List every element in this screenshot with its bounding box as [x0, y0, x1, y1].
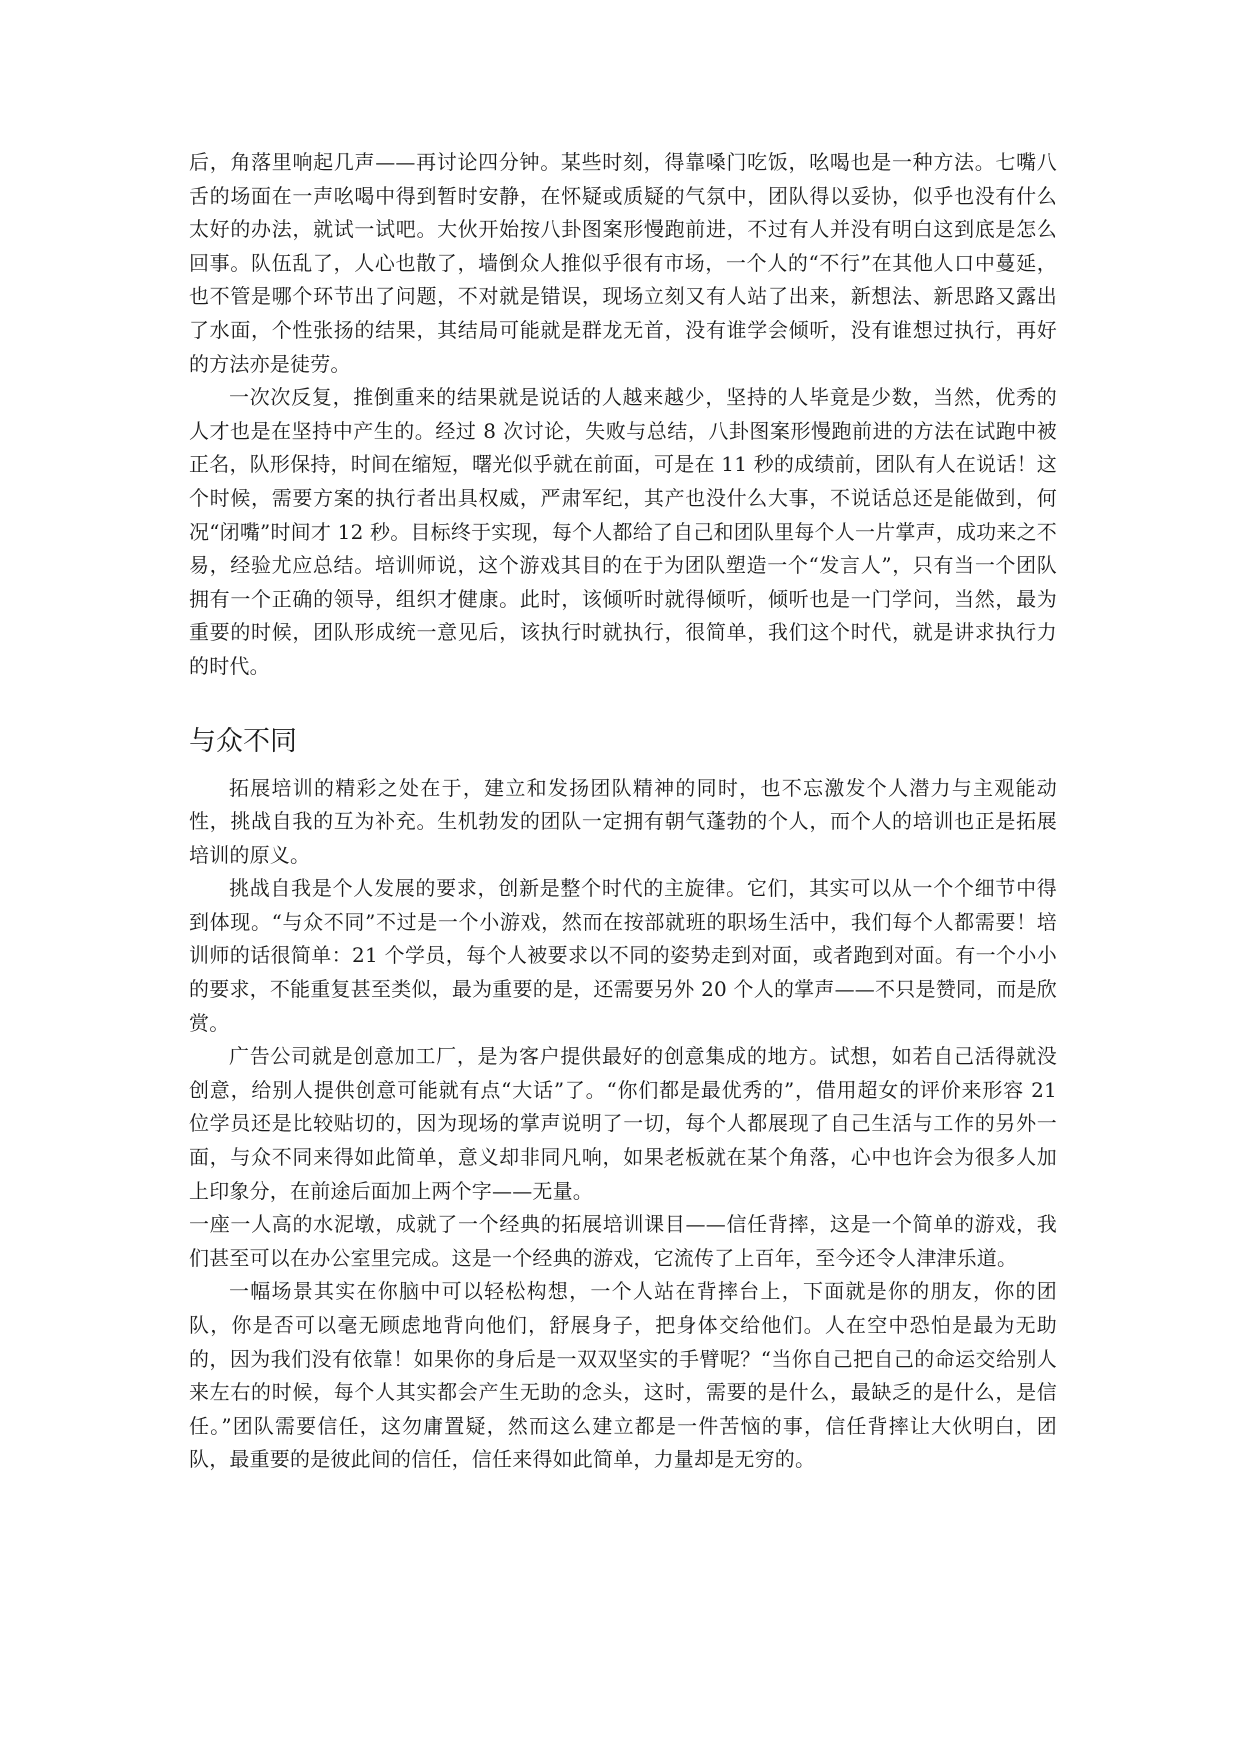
paragraph-repetition: 一次次反复，推倒重来的结果就是说话的人越来越少，坚持的人毕竟是少数，当然，优秀的人才也是在坚持中产生的。经过 8 次讨论，失败与总结，八卦图案形慢跑前进的方法在试跑中被正名，队形保持，时间在缩短，曙光似乎就在前面，可是在 11 秒的成绩前，团队有人在说话！这个时候，需要方案的执行者出具权威，严肃军纪，其产也没什么大事，不说话总还是能做到，何况“闭嘴”时间才 12 秒。目标终于实现，每个人都给了自己和团队里每个人一片掌声，成功来之不易，经验尤应总结。培训师说，这个游戏其目的在于为团队塑造一个“发言人”，只有当一个团队拥有一个正确的领导，组织才健康。此时，该倾听时就得倾听，倾听也是一门学问，当然，最为重要的时候，团队形成统一意见后，该执行时就执行，很简单，我们这个时代，就是讲求执行力的时代。: [189, 385, 1057, 678]
paragraph-continued: 后，角落里响起几声——再讨论四分钟。某些时刻，得靠嗓门吃饭，吆喝也是一种方法。七嘴八舌的场面在一声吆喝中得到暂时安静，在怀疑或质疑的气氛中，团队得以妥协，似乎也没有什么太好的办法，就试一试吧。大伙开始按八卦图案形慢跑前进，不过有人并没有明白这到底是怎么回事。队伍乱了，人心也散了，墙倒众人推似乎很有市场，一个人的“不行”在其他人口中蔓延，也不管是哪个环节出了问题，不对就是错误，现场立刻又有人站了出来，新想法、新思路又露出了水面，个性张扬的结果，其结局可能就是群龙无首，没有谁学会倾听，没有谁想过执行，再好的方法亦是徒劳。: [189, 150, 1057, 376]
paragraph-intro: 拓展培训的精彩之处在于，建立和发扬团队精神的同时，也不忘激发个人潜力与主观能动性，挑战自我的互为补充。生机勃发的团队一定拥有朝气蓬勃的个人，而个人的培训也正是拓展培训的原义。: [189, 775, 1057, 867]
paragraph-trust-fall-intro: 一座一人高的水泥墩，成就了一个经典的拓展培训课目——信任背摔，这是一个简单的游戏，我们甚至可以在办公室里完成。这是一个经典的游戏，它流传了上百年，至今还令人津津乐道。: [189, 1212, 1057, 1270]
document-body: [189, 146, 1057, 1477]
paragraph-challenge: 挑战自我是个人发展的要求，创新是整个时代的主旋律。它们，其实可以从一个个细节中得到体现。“与众不同”不过是一个小游戏，然而在按部就班的职场生活中，我们每个人都需要！培训师的话很简单：21 个学员，每个人被要求以不同的姿势走到对面，或者跑到对面。有一个小小的要求，不能重复甚至类似，最为重要的是，还需要另外 20 个人的掌声——不只是赞同，而是欣赏。: [189, 876, 1057, 1035]
paragraph-advertising: 广告公司就是创意加工厂，是为客户提供最好的创意集成的地方。试想，如若自己活得就没创意，给别人提供创意可能就有点“大话”了。“你们都是最优秀的”，借用超女的评价来形容 21 位学员还是比较贴切的，因为现场的掌声说明了一切，每个人都展现了自己生活与工作的另外一面，与众不同来得如此简单，意义却非同凡响，如果老板就在某个角落，心中也许会为很多人加上印象分，在前途后面加上两个字——无量。: [189, 1044, 1057, 1203]
paragraph-trust-fall-scene: 一幅场景其实在你脑中可以轻松构想，一个人站在背摔台上，下面就是你的朋友，你的团队，你是否可以毫无顾虑地背向他们，舒展身子，把身体交给他们。人在空中恐怕是最为无助的，因为我们没有依靠！如果你的身后是一双双坚实的手臂呢？“当你自己把自己的命运交给别人来左右的时候，每个人其实都会产生无助的念头，这时，需要的是什么，最缺乏的是什么，是信任。”团队需要信任，这勿庸置疑，然而这么建立都是一件苦恼的事，信任背摔让大伙明白，团队，最重要的是彼此间的信任，信任来得如此简单，力量却是无穷的。: [189, 1279, 1057, 1472]
section-heading: 与众不同: [189, 725, 297, 757]
